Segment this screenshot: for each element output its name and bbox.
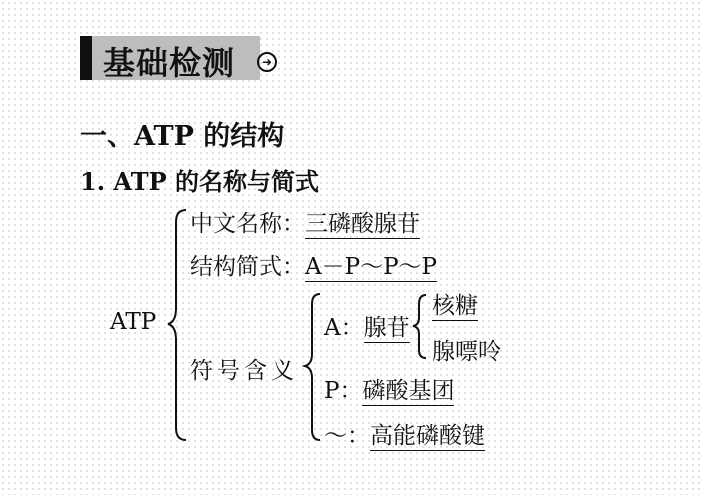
symbol-meaning-label: 符号含义 (190, 358, 298, 384)
symbol-row-tilde (324, 417, 485, 450)
part-value: 腺嘌呤 (432, 339, 501, 365)
symbol-value: 腺苷 (363, 315, 410, 341)
atp-root-label: ATP (110, 309, 157, 335)
symbol-row-p (324, 372, 454, 405)
adenosine-part-ribose (432, 287, 478, 320)
main-brace (168, 210, 186, 440)
part-value: 核糖 (432, 293, 478, 319)
row-value-formula: A－P～P～P (305, 254, 438, 280)
adenosine-brace (413, 295, 426, 358)
adenosine-part-adenine (432, 333, 501, 366)
symbol-key: ～： (324, 423, 370, 449)
symbol-row-a (324, 309, 410, 342)
symbol-value: 高能磷酸键 (370, 423, 485, 449)
symbol-key: P： (324, 378, 363, 404)
symbol-value: 磷酸基团 (362, 378, 455, 404)
section-title: 基础检测 (103, 44, 236, 82)
row-label: 结构简式： (190, 254, 305, 280)
row-label: 中文名称： (190, 211, 305, 237)
symbol-brace (305, 294, 320, 440)
circle-arrow-right-icon[interactable]: ➜ (257, 52, 277, 72)
heading-atp-structure: 一、ATP 的结构 (80, 121, 285, 152)
row-value-chinese-name: 三磷酸腺苷 (305, 211, 420, 237)
symbol-key: A： (324, 315, 364, 341)
subheading-name-formula: 1. ATP 的名称与简式 (80, 167, 319, 196)
diagram-row (190, 205, 420, 238)
diagram-row (190, 248, 437, 281)
